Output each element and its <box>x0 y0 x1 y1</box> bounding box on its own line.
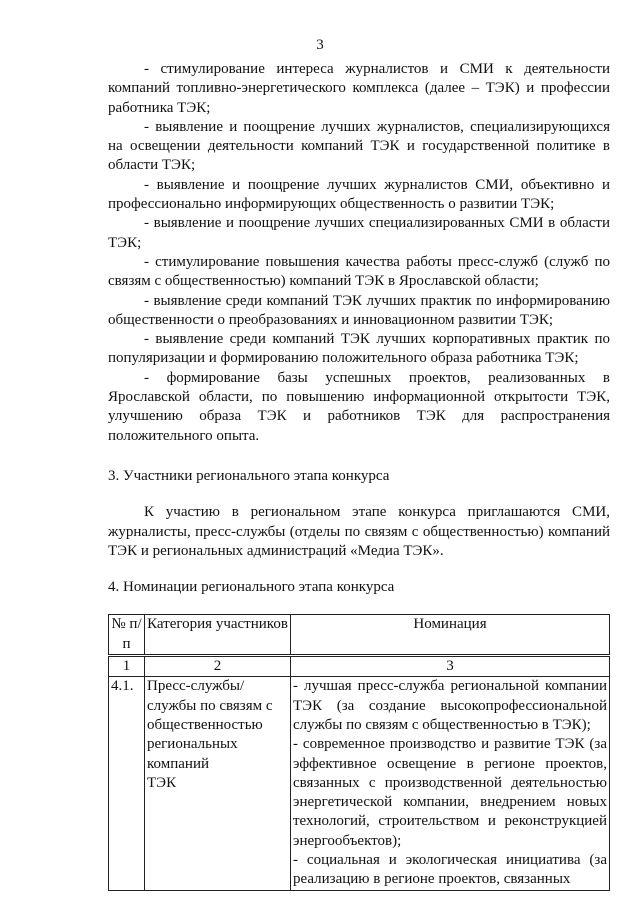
category-line: региональных <box>147 736 238 753</box>
goal-item: - выявление среди компаний ТЭК лучших корпоративных практик по популяризации и формированию положительного образа работника ТЭК; <box>108 331 610 367</box>
goal-item: - стимулирование интереса журналистов и СМИ к деятельности компаний топливно-энергетического комплекса (далее – ТЭК) и профессии работника ТЭК; <box>108 61 610 116</box>
column-number: 2 <box>145 656 291 677</box>
header-nomination: Номинация <box>291 615 610 656</box>
goal-item: - выявление и поощрение лучших журналистов СМИ, объективно и профессионально информирующих общественность о развитии ТЭК; <box>108 176 610 213</box>
section-3-heading: 3. Участники регионального этапа конкурса <box>108 467 390 484</box>
goal-item: - формирование базы успешных проектов, реализованных в Ярославской области, по повышению информационной открытости ТЭК, улучшению образа ТЭК и работников ТЭК для распространения положительного опыта. <box>108 369 610 444</box>
category-line: компаний <box>147 755 209 772</box>
row-number: 4.1. <box>109 677 145 890</box>
column-number: 3 <box>291 656 610 677</box>
nomination-item: - лучшая пресс-служба региональной компании ТЭК (за создание высокопрофессиональной службы по связям с общественностью в ТЭК); <box>293 678 607 733</box>
document-body <box>108 60 610 891</box>
category-line: службы по связям с <box>147 697 273 714</box>
header-number: № п/п <box>109 615 145 656</box>
page-number: 3 <box>316 37 324 53</box>
goal-item: - выявление и поощрение лучших специализированных СМИ в области ТЭК; <box>108 215 610 251</box>
category-line: общественностью <box>147 716 263 733</box>
header-category: Категория участников <box>145 615 291 656</box>
nomination-item: - современное производство и развитие ТЭК (за эффективное освещение в регионе проектов, связанных с производственной деятельностью энергетической компании, внедрением новых технологий, строительством и реконструкцией энергообъектов); <box>293 736 607 849</box>
nomination-item: - социальная и экологическая инициатива (за реализацию в регионе проектов, связанных <box>293 851 607 888</box>
table-header-row <box>109 615 610 656</box>
column-number: 1 <box>109 656 145 677</box>
category-line: Пресс-службы/ <box>147 678 245 695</box>
table-row <box>109 677 610 890</box>
goals-list <box>108 60 610 446</box>
goal-item: - выявление и поощрение лучших журналистов, специализирующихся на освещении деятельности компаний ТЭК и государственной политике в области ТЭК; <box>108 118 610 174</box>
goal-item: - выявление среди компаний ТЭК лучших практик по информированию общественности о преобразованиях и инновационном развитии ТЭК; <box>108 292 610 328</box>
nominations-table <box>108 614 610 890</box>
column-number-row <box>109 656 610 677</box>
row-nominations <box>291 677 610 890</box>
category-line: ТЭК <box>147 774 177 791</box>
row-category <box>145 677 291 890</box>
section-3-text: К участию в региональном этапе конкурса приглашаются СМИ, журналисты, пресс-службы (отделы по связям с общественностью) компаний ТЭК и региональных администраций «Медиа ТЭК». <box>108 504 610 559</box>
section-4-heading: 4. Номинации регионального этапа конкурса <box>108 579 395 596</box>
goal-item: - стимулирование повышения качества работы пресс-служб (служб по связям с общественностью) компаний ТЭК в Ярославской области; <box>108 253 610 290</box>
